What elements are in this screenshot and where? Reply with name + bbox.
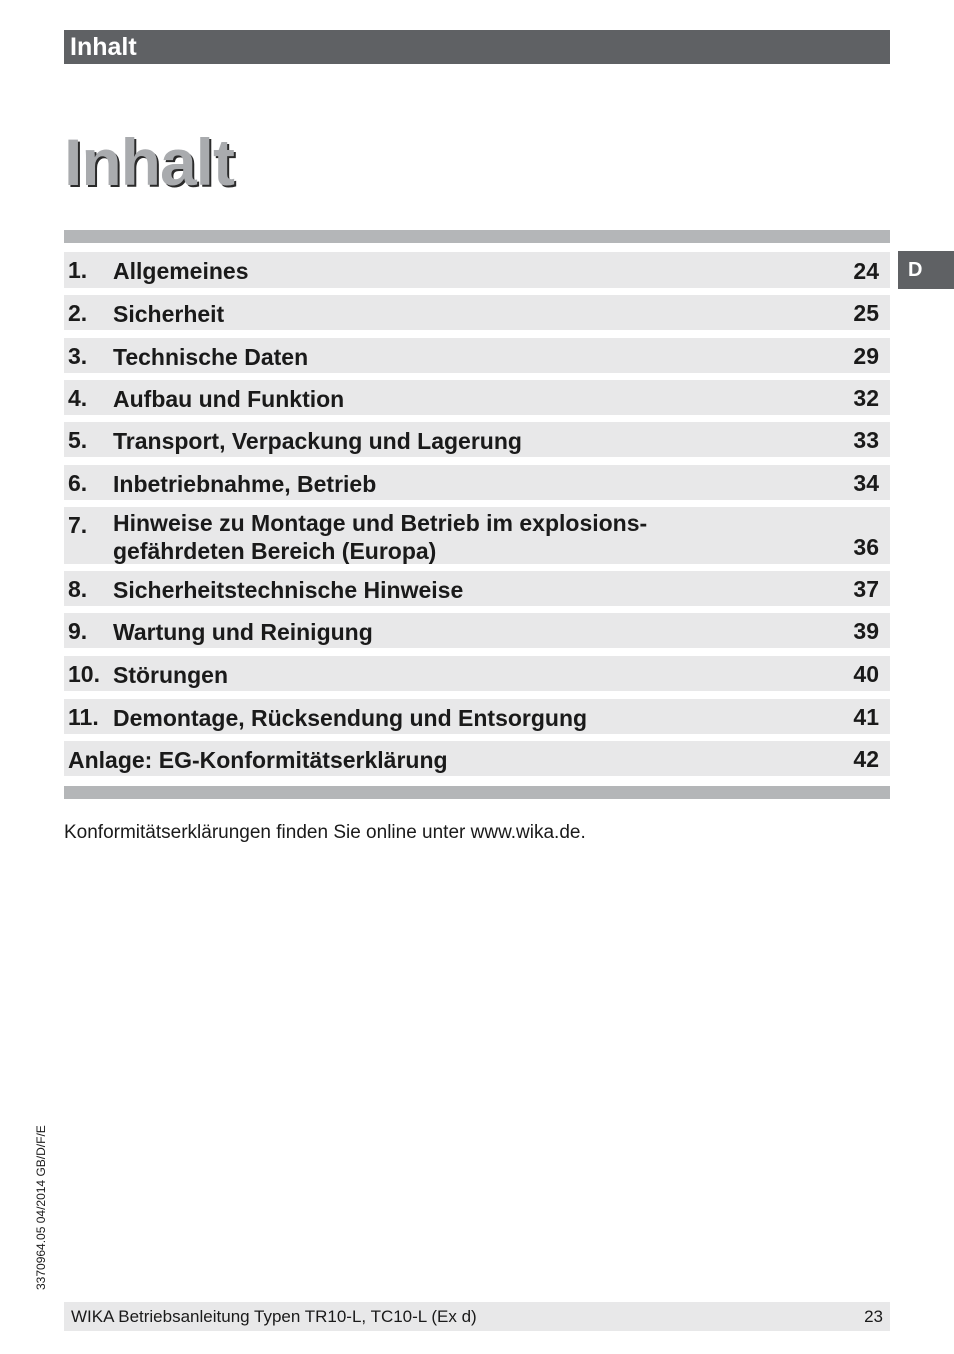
toc-entry-transport[interactable] [64,422,890,457]
toc-entry-ex-hinweise[interactable] [64,507,890,564]
toc-entry-title: Demontage, Rücksendung und Entsorgung [113,705,588,731]
toc-entry-page: 25 [853,300,879,326]
toc-entry-number: 6. [68,470,88,496]
toc-entry-aufbau-und-funktion[interactable] [64,380,890,415]
page-number: 23 [864,1307,883,1326]
toc-entry-number: 3. [68,343,88,369]
toc-entry-page: 41 [853,704,879,730]
toc-entry-wartung[interactable] [64,613,890,648]
toc-entry-title: Sicherheitstechnische Hinweise [113,577,464,603]
section-header [64,30,890,64]
toc-entry-title: Transport, Verpackung und Lagerung [113,428,522,454]
toc-entry-number: 8. [68,576,88,602]
document-id: 3370964.05 04/2014 GB/D/F/E [34,1125,48,1290]
toc-entry-page: 39 [853,618,879,644]
toc-entry-title: Allgemeines [113,258,249,284]
toc-entry-title: Aufbau und Funktion [113,386,345,412]
toc-entry-technische-daten[interactable] [64,338,890,373]
toc-entry-demontage[interactable] [64,699,890,734]
toc-entry-page: 29 [853,343,879,369]
footer-title: WIKA Betriebsanleitung Typen TR10-L, TC10-L (Ex d) [71,1307,477,1326]
top-divider [64,230,890,243]
language-tab[interactable] [898,251,954,289]
language-tab-label: D [908,259,923,281]
toc-entry-title: Wartung und Reinigung [113,619,373,645]
toc-entry-page: 36 [853,534,879,560]
toc-entry-title: Anlage: EG-Konformitätserklärung [68,747,448,773]
conformity-note: Konformitätserklärungen finden Sie online unter www.wika.de. [64,822,586,843]
toc-entry-page: 42 [853,746,879,772]
page-title: Inhalt [64,125,234,199]
toc-entry-title: Technische Daten [113,344,309,370]
toc-entry-anlage[interactable] [64,741,890,776]
section-header-label: Inhalt [70,33,137,61]
toc-entry-page: 32 [853,385,879,411]
toc-entry-inbetriebnahme[interactable] [64,465,890,500]
toc-entry-number: 5. [68,427,88,453]
toc-entry-number: 1. [68,257,88,283]
page-footer [64,1302,890,1331]
toc-entry-sicherheit[interactable] [64,295,890,330]
toc-entry-allgemeines[interactable] [64,252,890,288]
toc-entry-number: 4. [68,385,88,411]
toc-entry-title-line2: gefährdeten Bereich (Europa) [113,538,437,564]
toc-entry-page: 34 [853,470,879,496]
toc-entry-title: Sicherheit [113,301,225,327]
toc-entry-number: 9. [68,618,88,644]
toc-entry-number: 7. [68,512,88,538]
toc-entry-page: 40 [853,661,879,687]
toc-entry-stoerungen[interactable] [64,656,890,691]
toc-entry-title: Störungen [113,662,228,688]
bottom-divider [64,786,890,799]
toc-entry-sicherheitstechnische-hinweise[interactable] [64,571,890,606]
toc-entry-page: 24 [853,258,879,284]
toc-entry-number: 2. [68,300,88,326]
toc-entry-number: 11. [68,704,99,730]
toc-entry-title: Inbetriebnahme, Betrieb [113,471,377,497]
toc-entry-page: 33 [853,427,879,453]
toc-entry-title-line1: Hinweise zu Montage und Betrieb im explosions- [113,510,648,536]
toc-entry-number: 10. [68,661,100,687]
toc-entry-page: 37 [853,576,879,602]
